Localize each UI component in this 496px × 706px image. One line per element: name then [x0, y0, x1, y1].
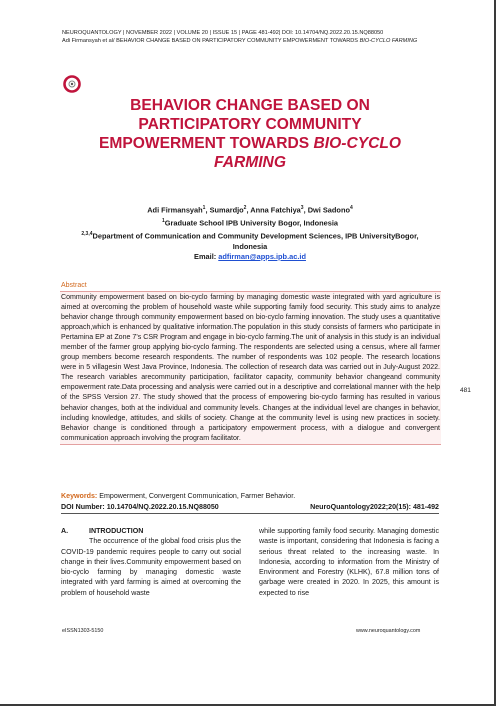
- email-line: Email: adfirman@apps.ipb.ac.id: [194, 252, 306, 262]
- paper-title: BEHAVIOR CHANGE BASED ON PARTICIPATORY COMMUNITY EMPOWERMENT TOWARDS BIO-CYCLO FARMING: [98, 97, 402, 171]
- page-number: 481: [460, 387, 471, 394]
- footer-website: www.neuroquantology.com: [356, 628, 421, 634]
- keywords: Keywords: Empowerment, Convergent Communication, Farmer Behavior.: [61, 492, 296, 500]
- doi-line: [61, 503, 439, 514]
- journal-citation: NeuroQuantology2022;20(15): 481-492: [310, 503, 439, 511]
- footer-issn: eISSN1303-5150: [62, 628, 104, 634]
- affiliation-2: $^{2,3,4}$Department of Communication and Community Development Sciences, IPB UniversityBogor, Indonesia: [81, 230, 419, 251]
- abstract-text: Community empowerment based on bio-cyclo farming by managing domestic waste integrated with yard agriculture is aimed at overcoming the problem of household waste while supporting family food security. This study aims to analyze behavior change through community empowerment based on bio-cyclo farming innovation. The study uses a quantitative approach,which is enhanced by qualitative information.The population in this study consists of farmers who participate in Pertamina EP at Zone 7's CSR Program and engage in bio-cyclo farming.The unit of analysis in this study is an individual member of the farmer group applying bio-cyclo farming. The respondents are selected using a census, where all farmer group members become research respondents. The number of respondents was 102 people. The research locations were in 5 villagesin West Java Province, Indonesia. The collection of research data was carried out in July-August 2022. The research variables arecommunity participation, facilitator capacity, community behavior changeand community empowerment rate.Data processing and analysis were carried out in a descriptive and correlational manner with the help of the SPSS Version 27. The study showed that the process of empowering bio-cyclo farming has resulted in various behavior changes, both at the individual and community levels. Changes at the individual level are changes in behavior, including knowledge, attitudes, and skills of society. Change at the community level is using new practices in society. Behavior change is conditioned through a participatory empowerment process, with a dialogue and convergent communication approach involving the program facilitator.: [61, 294, 440, 442]
- author-list: Adi Firmansyah$^1$, Sumardjo$^2$, Anna Fatchiya$^3$, Dwi Sadono$^4$: [147, 205, 353, 215]
- email-link[interactable]: adfirman@apps.ipb.ac.id: [218, 252, 306, 262]
- author-block: [70, 203, 430, 262]
- body-column-right: [259, 526, 439, 598]
- intro-paragraph-continued: while supporting family food security. Managing domestic waste is important, considering that Indonesia is facing a serious threat related to the increasing waste. In Indonesia, according to information from the Ministry of Environment and Forestry (KLHK), 67.8 million tons of garbage were created in 2020. In 2025, this amount is expected to rise: [259, 527, 439, 597]
- intro-paragraph: The occurrence of the global food crisis plus the COVID-19 pandemic requires people to carry out social change in their lives.Community empowerment based on bio-cyclo farming by managing domestic waste integrated with yard farming is aimed at overcoming the problem of household waste: [61, 537, 241, 597]
- article-header-line: Adi Firmansyah et al/ BEHAVIOR CHANGE BASED ON PARTICIPATORY COMMUNITY EMPOWERMENT TOWARDS BIO-CYCLO FARMING: [62, 38, 418, 44]
- section-heading: A. INTRODUCTION: [61, 527, 144, 535]
- neuroquantology-logo: [62, 74, 82, 94]
- affiliation-1: $^1$Graduate School IPB University Bogor, Indonesia: [161, 217, 339, 228]
- body-column-left: [61, 526, 241, 598]
- abstract-box: [60, 291, 441, 445]
- journal-header-line: NEUROQUANTOLOGY | NOVEMBER 2022 | VOLUME 20 | ISSUE 15 | PAGE 481-492| DOI: 10.14704/NQ.2022.20.15.NQ88050: [62, 30, 384, 36]
- running-header: [62, 29, 417, 45]
- abstract-label: Abstract: [61, 282, 87, 289]
- doi-number: DOI Number: 10.14704/NQ.2022.20.15.NQ88050: [61, 503, 219, 511]
